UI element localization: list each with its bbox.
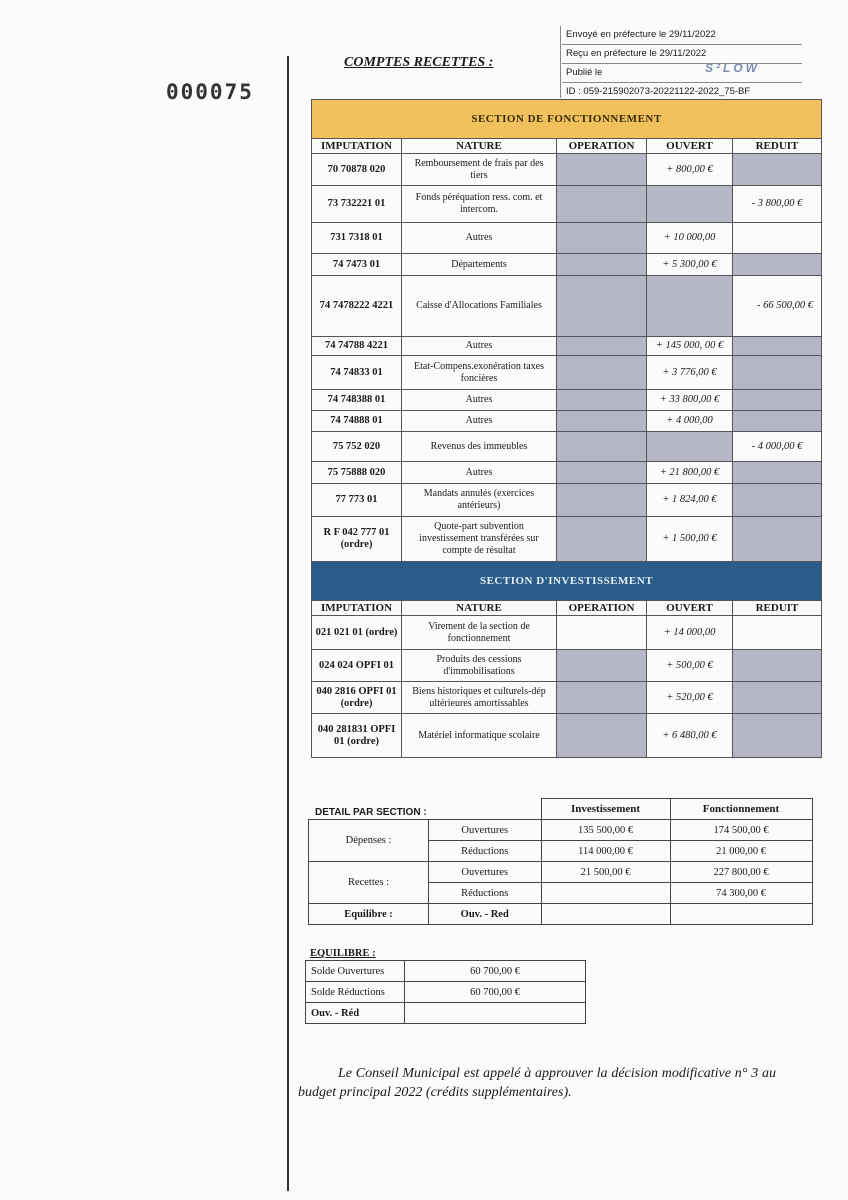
reduit-cell: - 3 800,00 € [733,186,822,223]
ouv-red-label: Ouv. - Réd [306,1003,405,1024]
table-row [312,186,822,223]
reduit-cell [733,223,822,254]
nature-cell: Autres [402,337,557,356]
nature-cell: Autres [402,223,557,254]
imputation-cell: 74 748388 01 [312,390,402,411]
stamp-recu: Reçu en préfecture le 29/11/2022 [562,45,802,64]
detail-value: 135 500,00 € [541,820,670,841]
imputation-cell: 040 281831 OPFI 01 (ordre) [312,714,402,758]
nature-cell: Autres [402,411,557,432]
reduit-cell: - 4 000,00 € [733,432,822,462]
ouvert-cell: + 5 300,00 € [647,254,733,276]
operation-cell [557,337,647,356]
detail-value: 21 500,00 € [541,862,670,883]
reduit-cell [733,714,822,758]
detail-col-investissement: Investissement [541,799,670,820]
operation-cell [557,411,647,432]
reduit-cell [733,682,822,714]
imputation-cell: 75 752 020 [312,432,402,462]
reduit-cell [733,517,822,562]
table-row [312,517,822,562]
ouvert-cell: + 33 800,00 € [647,390,733,411]
solde-ouvertures-label: Solde Ouvertures [306,961,405,982]
investissement-table [311,561,822,758]
detail-depenses-label: Dépenses : [309,820,429,862]
nature-cell: Produits des cessions d'immobilisations [402,650,557,682]
fonctionnement-table [311,99,822,562]
stamp-envoye: Envoyé en préfecture le 29/11/2022 [562,26,802,45]
prefecture-stamp [562,26,802,101]
detail-value [541,883,670,904]
comptes-recettes-title: COMPTES RECETTES : [344,55,494,70]
detail-value [541,904,670,925]
col-ouvert: OUVERT [647,139,733,154]
imputation-cell: 021 021 01 (ordre) [312,616,402,650]
detail-value: 227 800,00 € [670,862,812,883]
operation-cell [557,254,647,276]
operation-cell [557,356,647,390]
stamp-id: ID : 059-215902073-20221122-2022_75-BF [566,86,751,97]
imputation-cell: 70 70878 020 [312,154,402,186]
reduit-cell [733,390,822,411]
col-reduit: REDUIT [733,139,822,154]
ouvert-cell [647,432,733,462]
nature-cell: Etat-Compens.exonération taxes foncières [402,356,557,390]
stamp-border [560,26,561,98]
section-investissement-title: SECTION D'INVESTISSEMENT [312,562,822,601]
detail-value: 174 500,00 € [670,820,812,841]
ouvert-cell: + 4 000,00 [647,411,733,432]
operation-cell [557,390,647,411]
ouv-red-value [405,1003,586,1024]
reduit-cell [733,462,822,484]
imputation-cell: 024 024 OPFI 01 [312,650,402,682]
solde-reductions-label: Solde Réductions [306,982,405,1003]
detail-reductions-label: Réductions [429,883,542,904]
operation-cell [557,223,647,254]
nature-cell: Biens historiques et culturels-dép ultérieures amortissables [402,682,557,714]
col-imputation: IMPUTATION [312,601,402,616]
imputation-cell: 040 2816 OPFI 01 (ordre) [312,682,402,714]
ouvert-cell: + 1 824,00 € [647,484,733,517]
operation-cell [557,682,647,714]
operation-cell [557,517,647,562]
ouvert-cell [647,276,733,337]
ouvert-cell: + 21 800,00 € [647,462,733,484]
page-number: 000075 [166,80,254,104]
imputation-cell: 74 74788 4221 [312,337,402,356]
detail-value: 21 000,00 € [670,841,812,862]
detail-ouv-red-label: Ouv. - Red [429,904,542,925]
detail-title: DETAIL PAR SECTION : [315,807,427,818]
imputation-cell: R F 042 777 01 (ordre) [312,517,402,562]
detail-value: 114 000,00 € [541,841,670,862]
nature-cell: Fonds péréquation ress. com. et intercom. [402,186,557,223]
reduit-cell [733,356,822,390]
section-fonctionnement-title: SECTION DE FONCTIONNEMENT [312,100,822,139]
operation-cell [557,462,647,484]
operation-cell [557,650,647,682]
imputation-cell: 74 7478222 4221 [312,276,402,337]
detail-equilibre-label: Equilibre : [309,904,429,925]
detail-recettes-label: Recettes : [309,862,429,904]
table-row [312,682,822,714]
nature-cell: Mandats annulés (exercices antérieurs) [402,484,557,517]
operation-cell [557,714,647,758]
ouvert-cell: + 500,00 € [647,650,733,682]
table-row [312,616,822,650]
equilibre-table [305,960,586,1024]
table-row [312,276,822,337]
table-row [312,390,822,411]
table-row [312,650,822,682]
imputation-cell: 74 74833 01 [312,356,402,390]
ouvert-cell: + 520,00 € [647,682,733,714]
detail-ouvertures-label: Ouvertures [429,862,542,883]
reduit-cell [733,337,822,356]
solde-ouvertures-value: 60 700,00 € [405,961,586,982]
imputation-cell: 77 773 01 [312,484,402,517]
nature-cell: Quote-part subvention investissement transférées sur compte de résultat [402,517,557,562]
reduit-cell [733,650,822,682]
reduit-cell [733,154,822,186]
col-nature: NATURE [402,601,557,616]
table-row [312,432,822,462]
table-row [312,484,822,517]
table-row [312,411,822,432]
equilibre-title: EQUILIBRE : [310,948,376,959]
operation-cell [557,276,647,337]
table-row [312,462,822,484]
ouvert-cell: + 6 480,00 € [647,714,733,758]
ouvert-cell: + 3 776,00 € [647,356,733,390]
table-row [312,254,822,276]
imputation-cell: 731 7318 01 [312,223,402,254]
ouvert-cell: + 800,00 € [647,154,733,186]
operation-cell [557,154,647,186]
conclusion-text: Le Conseil Municipal est appelé à approuver la décision modificative n° 3 au budget principal 2022 (crédits supplémentaires). [298,1066,776,1100]
detail-col-fonctionnement: Fonctionnement [670,799,812,820]
col-operation: OPERATION [557,601,647,616]
table-row [312,714,822,758]
ouvert-cell: + 14 000,00 [647,616,733,650]
nature-cell: Remboursement de frais par des tiers [402,154,557,186]
nature-cell: Autres [402,462,557,484]
ouvert-cell: + 1 500,00 € [647,517,733,562]
operation-cell [557,616,647,650]
reduit-cell [733,484,822,517]
detail-ouvertures-label: Ouvertures [429,820,542,841]
nature-cell: Virement de la section de fonctionnement [402,616,557,650]
table-row [312,337,822,356]
nature-cell: Départements [402,254,557,276]
col-operation: OPERATION [557,139,647,154]
imputation-cell: 74 74888 01 [312,411,402,432]
operation-cell [557,432,647,462]
table-row [312,154,822,186]
col-ouvert: OUVERT [647,601,733,616]
col-imputation: IMPUTATION [312,139,402,154]
detail-table [308,798,813,925]
imputation-cell: 74 7473 01 [312,254,402,276]
detail-value [670,904,812,925]
nature-cell: Matériel informatique scolaire [402,714,557,758]
ouvert-cell [647,186,733,223]
operation-cell [557,484,647,517]
imputation-cell: 73 732221 01 [312,186,402,223]
operation-cell [557,186,647,223]
stamp-publie: Publié le [562,64,802,83]
ouvert-cell: + 10 000,00 [647,223,733,254]
solde-reductions-value: 60 700,00 € [405,982,586,1003]
table-row [312,356,822,390]
reduit-cell [733,411,822,432]
reduit-cell [733,254,822,276]
reduit-cell: - 66 500,00 € [733,276,822,337]
detail-value: 74 300,00 € [670,883,812,904]
col-nature: NATURE [402,139,557,154]
ouvert-cell: + 145 000, 00 € [647,337,733,356]
detail-reductions-label: Réductions [429,841,542,862]
nature-cell: Revenus des immeubles [402,432,557,462]
nature-cell: Caisse d'Allocations Familiales [402,276,557,337]
nature-cell: Autres [402,390,557,411]
left-margin-rule [287,56,289,1191]
reduit-cell [733,616,822,650]
imputation-cell: 75 75888 020 [312,462,402,484]
col-reduit: REDUIT [733,601,822,616]
slow-logo: S²LOW [705,61,760,75]
table-row [312,223,822,254]
